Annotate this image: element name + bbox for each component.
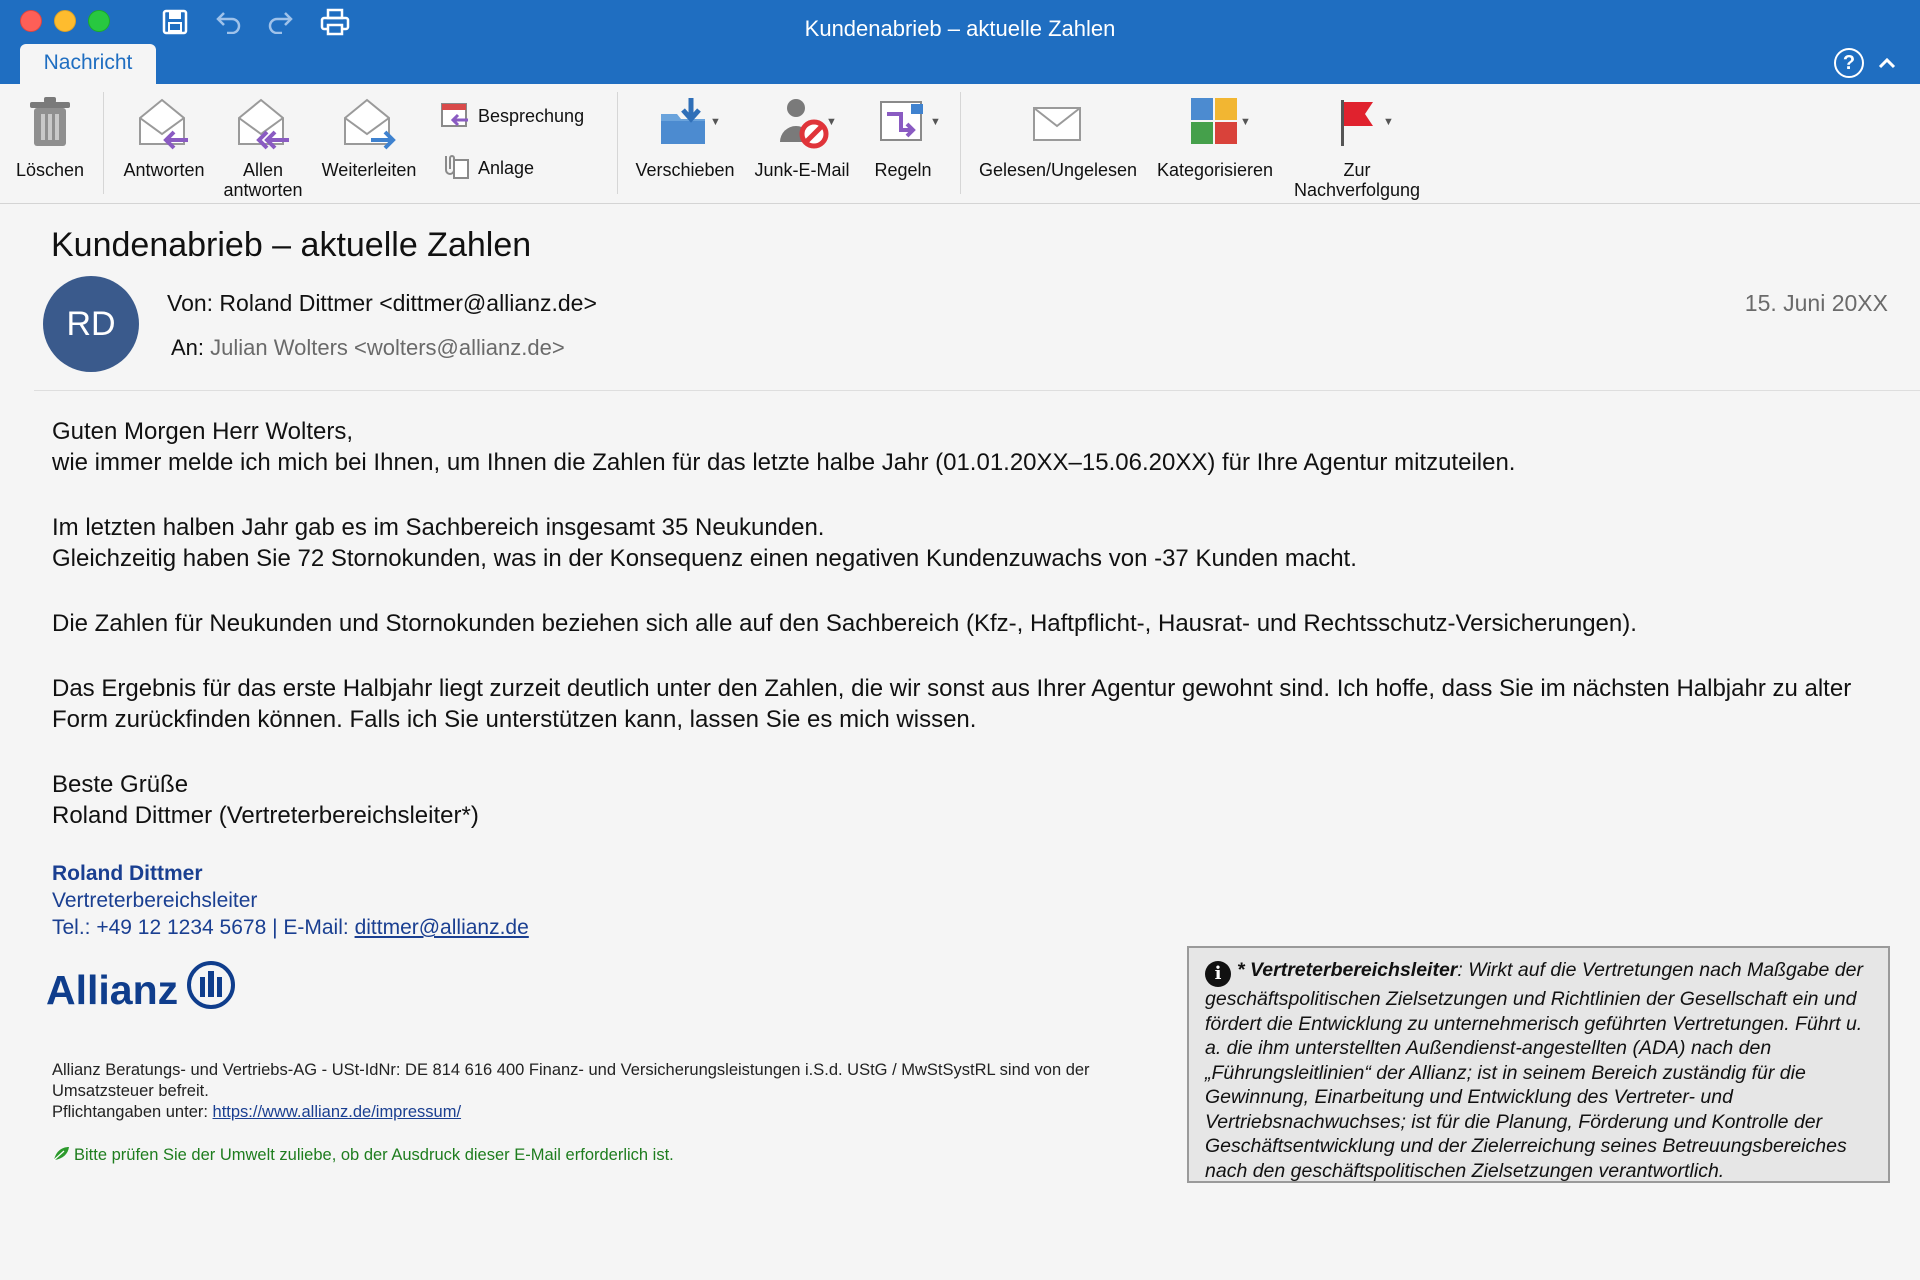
info-icon: i: [1205, 961, 1231, 987]
body-paragraph: [52, 512, 1892, 574]
avatar[interactable]: RD: [43, 276, 139, 372]
closing: [52, 769, 1892, 831]
rules-label: Regeln: [874, 160, 932, 180]
reply-icon: [114, 94, 214, 156]
calendar-icon: [440, 100, 470, 133]
junk-button[interactable]: [746, 94, 858, 180]
intro-text: wie immer melde ich mich bei Ihnen, um Ihnen die Zahlen für das letzte halbe Jahr (01.01.20XX–15.06.20XX) für Ihre Agentur mitzuteilen.: [52, 449, 1516, 476]
legal-text: Allianz Beratungs- und Vertriebs-AG - USt-IdNr: DE 814 616 400 Finanz- und Versicherungsleistungen i.S.d. UStG / MwStSystRL sind von der Umsatzsteuer befreit.: [52, 1061, 1090, 1100]
envelope-icon: [970, 94, 1146, 156]
categorize-label: Kategorisieren: [1156, 160, 1274, 180]
trash-icon: [10, 94, 90, 156]
eco-text: Bitte prüfen Sie der Umwelt zuliebe, ob der Ausdruck dieser E-Mail erforderlich ist.: [74, 1146, 674, 1164]
move-label: Verschieben: [635, 160, 735, 180]
allianz-logo: [46, 960, 236, 1020]
signature: [52, 860, 529, 941]
attachment-button[interactable]: [440, 152, 534, 185]
forward-button[interactable]: [314, 94, 424, 180]
footnote-term: * Vertreterbereichsleiter: [1237, 959, 1458, 981]
reply-label: Antworten: [123, 160, 205, 180]
closing-greeting: Beste Grüße: [52, 771, 189, 798]
greeting: Guten Morgen Herr Wolters,: [52, 418, 353, 445]
junk-label: Junk-E-Mail: [754, 160, 850, 180]
footnote-text: : Wirkt auf die Vertretungen nach Maßgabe der geschäftspolitischen Zielsetzungen und Richtlinien der Gesellschaft ein und fördert die Entwicklung zu unternehmerisch geführten Vertretungen. Führt u. a. die ihm unterstellten Außendienst-angestellten (ADA) nach den „Führungsleitlinien“ der Allianz; ist in seinem Bereich zuständig für die Gewinnung, Einarbeitung und Entwicklung des Vertreter- und Vertriebsnachwuchses; ist für die Planung, Förderung und Kontrolle der Geschäftsentwicklung und der Zielerreichung seines Betreuungsbereiches nach den geschäftspolitischen Zielsetzungen verantwortlich.: [1205, 959, 1863, 1182]
recipient-value: Julian Wolters <wolters@allianz.de>: [210, 335, 565, 360]
message-date: 15. Juni 20XX: [1744, 290, 1888, 316]
tab-nachricht[interactable]: Nachricht: [20, 44, 156, 84]
allianz-emblem-icon: [186, 960, 236, 1020]
legal-link-row: [52, 1102, 1112, 1123]
eco-notice: [52, 1145, 674, 1166]
signature-email-link[interactable]: dittmer@allianz.de: [354, 916, 529, 939]
follow-up-button[interactable]: [1284, 94, 1430, 200]
forward-label: Weiterleiten: [321, 160, 417, 180]
meeting-label: Besprechung: [478, 106, 585, 126]
body-paragraph: Die Zahlen für Neukunden und Stornokunden beziehen sich alle auf den Sachbereich (Kfz-, Haftpflicht-, Hausrat- und Rechtsschutz-Versicherungen).: [52, 610, 1637, 637]
new-customers-text: Im letzten halben Jahr gab es im Sachbereich insgesamt 35 Neukunden.: [52, 514, 825, 541]
window-title: Kundenabrieb – aktuelle Zahlen: [804, 16, 1116, 41]
read-unread-button[interactable]: [970, 94, 1146, 180]
categorize-dropdown-icon[interactable]: ▼: [1240, 116, 1251, 128]
body-paragraph: [52, 416, 1892, 478]
message-body: [52, 416, 1892, 831]
delete-button[interactable]: [10, 94, 90, 180]
categories-icon: [1150, 94, 1280, 156]
ribbon-toolbar: [0, 84, 1920, 204]
title-bar: [0, 0, 1920, 84]
reply-all-button[interactable]: [215, 94, 311, 200]
sender[interactable]: Von: Roland Dittmer <dittmer@allianz.de>: [167, 290, 597, 316]
move-folder-icon: [628, 94, 742, 156]
rules-button[interactable]: [862, 94, 944, 180]
leaf-icon: [52, 1145, 70, 1166]
rules-dropdown-icon[interactable]: ▼: [930, 116, 941, 128]
move-button[interactable]: [628, 94, 742, 180]
junk-dropdown-icon[interactable]: ▼: [826, 116, 837, 128]
body-paragraph: Das Ergebnis für das erste Halbjahr liegt zurzeit deutlich unter den Zahlen, die wir sonst aus Ihrer Agentur gewohnt sind. Ich hoffe, dass Sie im nächsten Halbjahr zu alter Form zurückfinden können. Falls ich Sie unterstützen kann, lassen Sie es mich wissen.: [52, 675, 1852, 733]
closing-name: Roland Dittmer (Vertreterbereichsleiter*): [52, 802, 479, 829]
move-dropdown-icon[interactable]: ▼: [710, 116, 721, 128]
signature-contact: [52, 914, 529, 941]
reply-all-label-2: antworten: [223, 180, 303, 200]
categorize-button[interactable]: [1150, 94, 1280, 180]
flag-icon: [1284, 94, 1430, 156]
collapse-ribbon-icon[interactable]: [1874, 50, 1900, 76]
legal-link-label: Pflichtangaben unter:: [52, 1103, 213, 1121]
ribbon-separator: [960, 92, 961, 194]
ribbon-separator: [103, 92, 104, 194]
signature-phone: Tel.: +49 12 1234 5678 | E-Mail:: [52, 916, 355, 939]
signature-role: Vertreterbereichsleiter: [52, 889, 258, 912]
follow-up-label-2: Nachverfolgung: [1293, 180, 1421, 200]
signature-name: Roland Dittmer: [52, 862, 203, 885]
delete-label: Löschen: [15, 160, 85, 180]
impressum-link[interactable]: https://www.allianz.de/impressum/: [212, 1103, 462, 1121]
paperclip-icon: [440, 152, 470, 185]
reply-all-label-1: Allen: [242, 160, 284, 180]
legal-footer: [52, 1060, 1112, 1123]
junk-icon: [746, 94, 858, 156]
follow-up-dropdown-icon[interactable]: ▼: [1383, 116, 1394, 128]
header-divider: [34, 390, 1920, 391]
cancellations-text: Gleichzeitig haben Sie 72 Stornokunden, was in der Konsequenz einen negativen Kundenzuwachs von -37 Kunden macht.: [52, 545, 1357, 572]
message-subject: Kundenabrieb – aktuelle Zahlen: [51, 226, 532, 264]
recipient-label: An:: [171, 335, 205, 360]
forward-icon: [314, 94, 424, 156]
read-unread-label: Gelesen/Ungelesen: [978, 160, 1138, 180]
help-icon[interactable]: ?: [1834, 48, 1864, 78]
ribbon-separator: [617, 92, 618, 194]
allianz-logo-text: Allianz: [46, 966, 179, 1013]
reply-button[interactable]: [114, 94, 214, 180]
attachment-label: Anlage: [478, 158, 535, 178]
meeting-button[interactable]: [440, 100, 584, 133]
footnote-box: [1187, 946, 1890, 1183]
follow-up-label-1: Zur: [1343, 160, 1371, 180]
reply-all-icon: [215, 94, 311, 156]
recipient[interactable]: [171, 335, 565, 361]
